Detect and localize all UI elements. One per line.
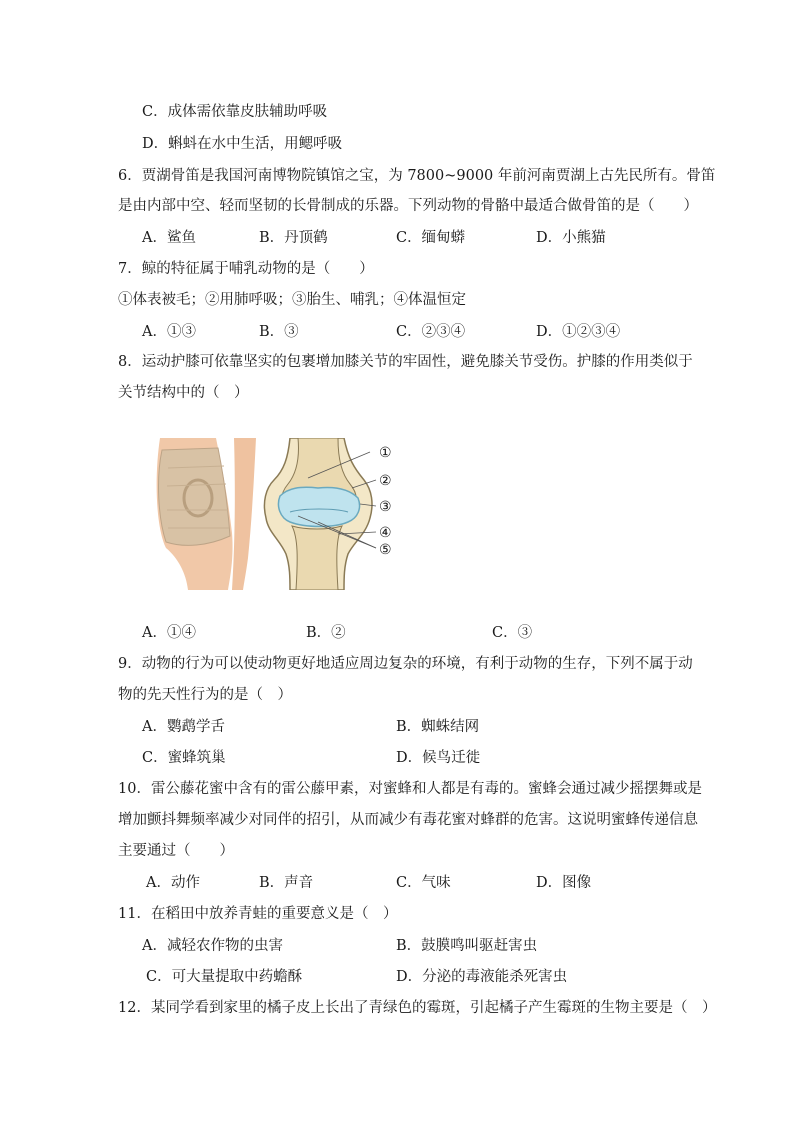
label-5: ⑤ bbox=[379, 542, 392, 558]
q8-stem-line2: 关节结构中的（ ） bbox=[118, 385, 249, 401]
q8-option-b: B．② bbox=[306, 625, 346, 641]
q8-stem-line1: 8．运动护膝可依靠坚实的包裹增加膝关节的牢固性，避免膝关节受伤。护膝的作用类似于 bbox=[118, 354, 693, 370]
label-3: ③ bbox=[379, 499, 392, 515]
q6-stem-line1: 6．贾湖骨笛是我国河南博物院镇馆之宝，为 7800~9000 年前河南贾湖上古先民所有。骨笛 bbox=[118, 168, 716, 184]
label-2: ② bbox=[379, 473, 392, 489]
q6-option-b: B．丹顶鹤 bbox=[259, 230, 328, 246]
knee-joint-diagram bbox=[264, 438, 391, 590]
q6-stem-line2: 是由内部中空、轻而坚韧的长骨制成的乐器。下列动物的骨骼中最适合做骨笛的是（ ） bbox=[118, 198, 698, 214]
q9-option-b: B．蜘蛛结网 bbox=[396, 719, 480, 735]
q10-stem-line1: 10．雷公藤花蜜中含有的雷公藤甲素，对蜜蜂和人都是有毒的。蜜蜂会通过减少摇摆舞或是 bbox=[118, 781, 702, 797]
q8-option-c: C．③ bbox=[492, 625, 533, 641]
q11-option-b: B．鼓膜鸣叫驱赶害虫 bbox=[396, 938, 538, 954]
q7-sub-statements: ①体表被毛；②用肺呼吸；③胎生、哺乳；④体温恒定 bbox=[118, 292, 466, 308]
q9-option-d: D．候鸟迁徙 bbox=[396, 750, 481, 766]
q11-option-d: D．分泌的毒液能杀死害虫 bbox=[396, 969, 568, 985]
knee-brace-photo bbox=[157, 438, 256, 590]
q10-option-c: C．气味 bbox=[396, 875, 451, 891]
q10-stem-line3: 主要通过（ ） bbox=[118, 843, 234, 859]
q11-option-c: C．可大量提取中药蟾酥 bbox=[146, 969, 303, 985]
q9-stem-line2: 物的先天性行为的是（ ） bbox=[118, 687, 292, 703]
q6-option-a: A．鲨鱼 bbox=[142, 230, 196, 246]
q7-stem: 7．鲸的特征属于哺乳动物的是（ ） bbox=[118, 261, 374, 277]
q7-option-a: A．①③ bbox=[142, 324, 196, 340]
q8-option-a: A．①④ bbox=[142, 625, 196, 641]
q9-option-a: A．鹦鹉学舌 bbox=[142, 719, 225, 735]
q10-stem-line2: 增加颤抖舞频率减少对同伴的招引，从而减少有毒花蜜对蜂群的危害。这说明蜜蜂传递信息 bbox=[118, 812, 698, 828]
q7-option-d: D．①②③④ bbox=[536, 324, 621, 340]
q9-stem-line1: 9．动物的行为可以使动物更好地适应周边复杂的环境，有利于动物的生存，下列不属于动 bbox=[118, 656, 693, 672]
q11-stem: 11．在稻田中放养青蛙的重要意义是（ ） bbox=[118, 906, 398, 922]
label-4: ④ bbox=[379, 525, 392, 541]
q5-option-d: D．蝌蚪在水中生活，用鳃呼吸 bbox=[142, 136, 343, 152]
q10-option-a: A．动作 bbox=[146, 875, 200, 891]
q6-option-d: D．小熊猫 bbox=[536, 230, 606, 246]
q7-option-c: C．②③④ bbox=[396, 324, 466, 340]
q5-option-c: C．成体需依靠皮肤辅助呼吸 bbox=[142, 104, 328, 120]
q11-option-a: A．减轻农作物的虫害 bbox=[142, 938, 283, 954]
label-1: ① bbox=[379, 445, 392, 461]
knee-figure bbox=[148, 438, 408, 590]
q7-option-b: B．③ bbox=[259, 324, 299, 340]
q10-option-b: B．声音 bbox=[259, 875, 314, 891]
knee-figure-svg bbox=[148, 438, 408, 590]
q9-option-c: C．蜜蜂筑巢 bbox=[142, 750, 226, 766]
q12-stem: 12．某同学看到家里的橘子皮上长出了青绿色的霉斑，引起橘子产生霉斑的生物主要是（ ） bbox=[118, 1000, 717, 1016]
q6-option-c: C．缅甸蟒 bbox=[396, 230, 466, 246]
q10-option-d: D．图像 bbox=[536, 875, 592, 891]
